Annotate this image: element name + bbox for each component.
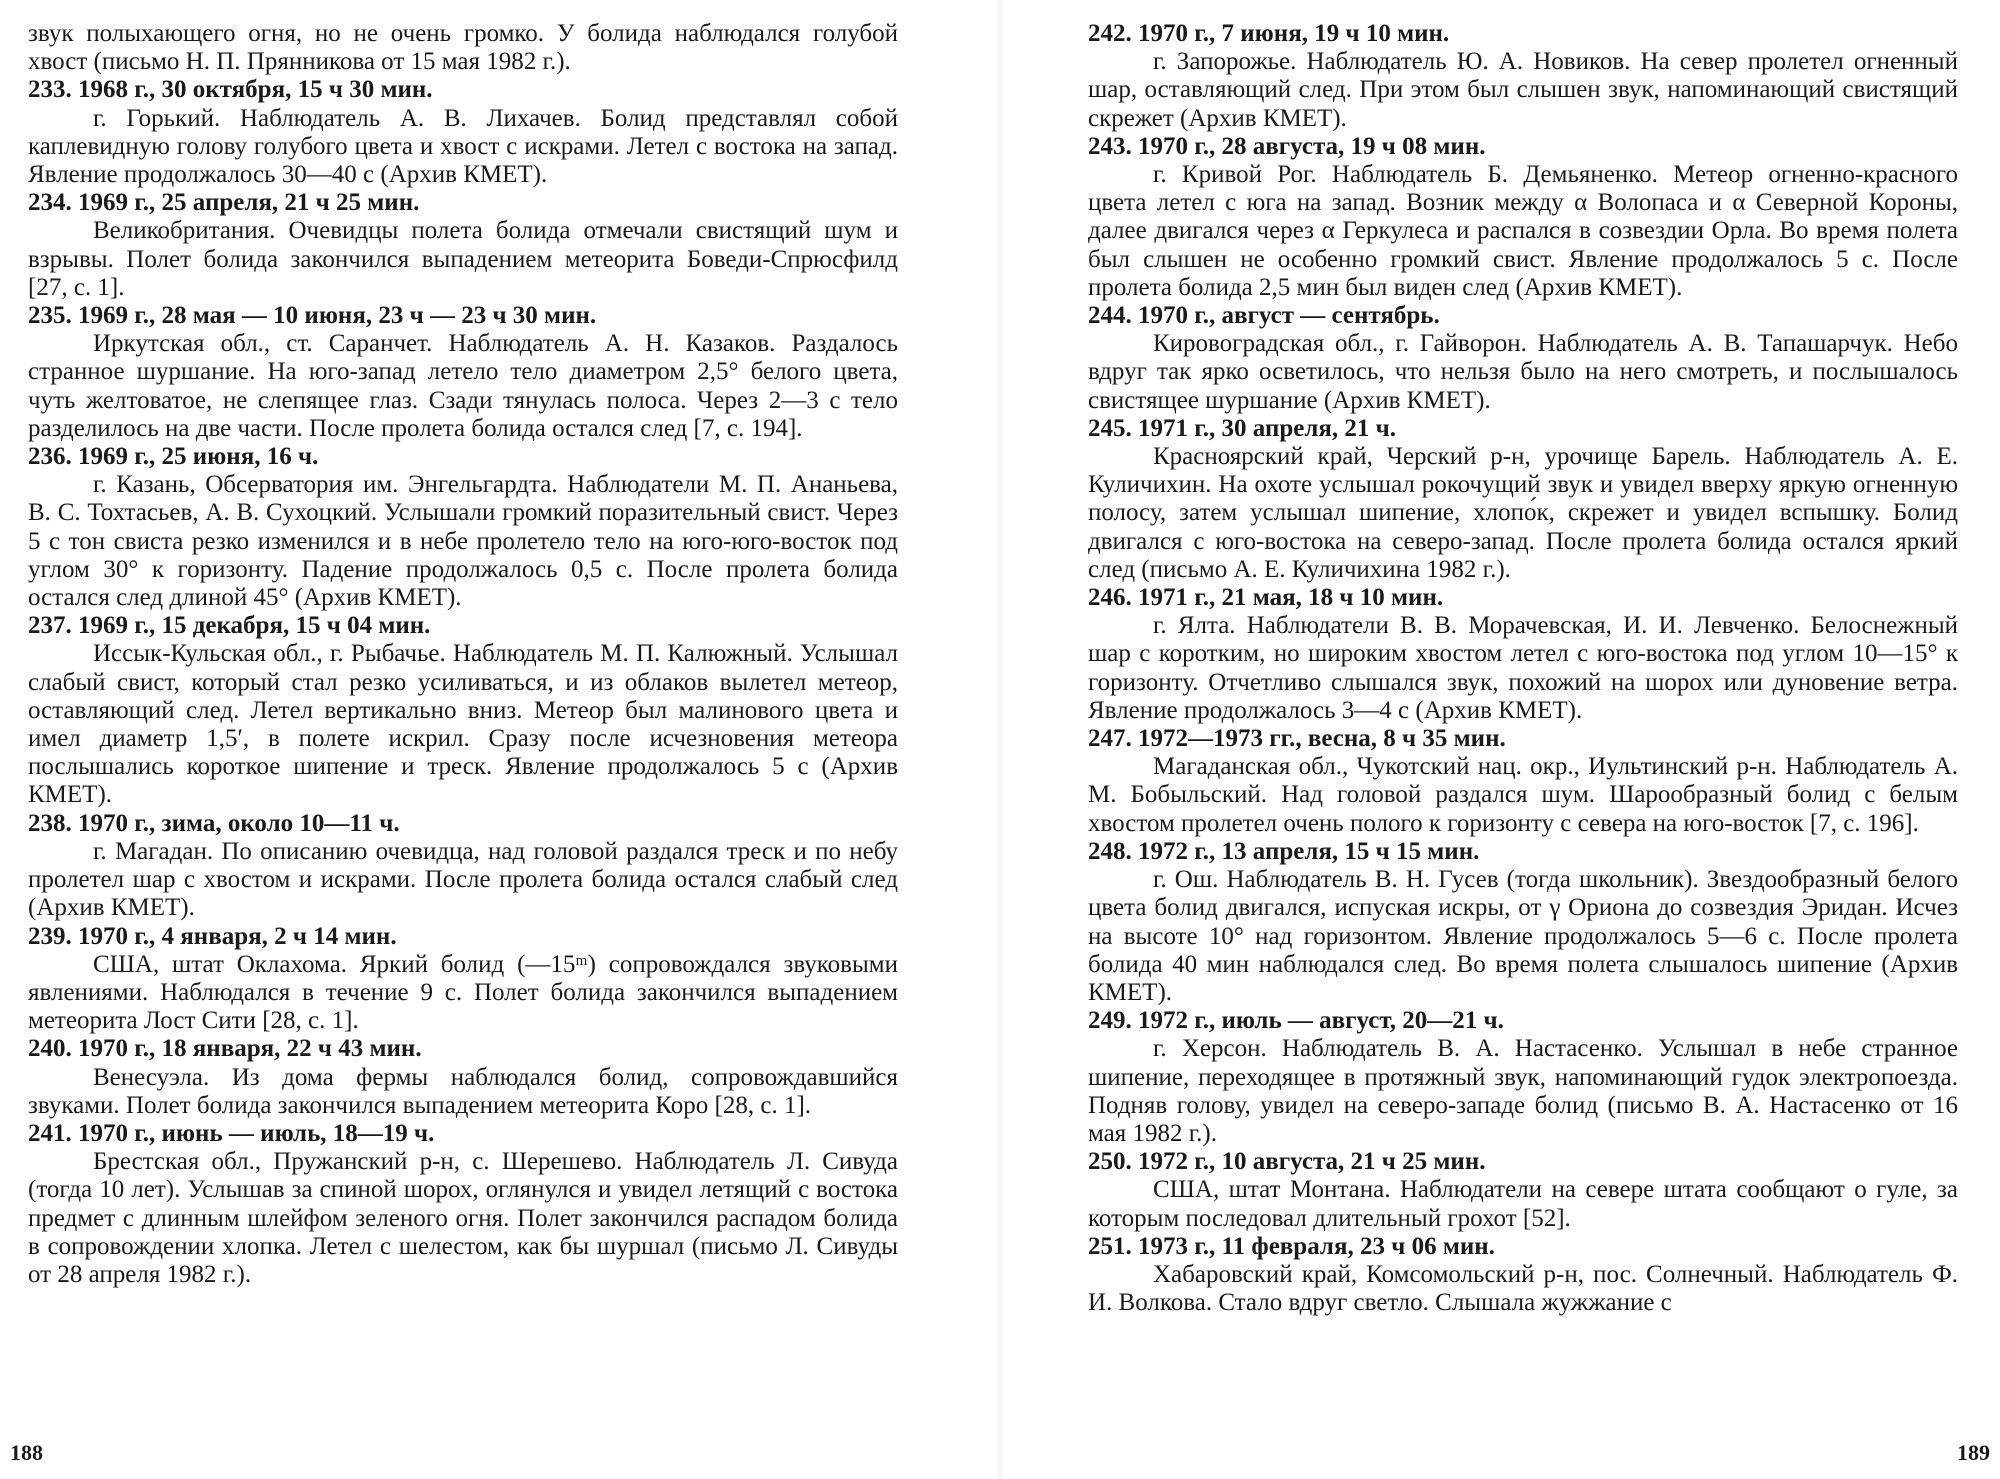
entry-text: г. Запорожье. Наблюдатель Ю. А. Новиков. На север пролетел огненный шар, оставляющий след. При этом был слышен звук, напоминающий свистящий скрежет (Архив КМЕТ). [1088,48,1958,132]
entry-237 [28,612,898,809]
entry-245 [1088,415,1958,584]
entry-249 [1088,1007,1958,1148]
entry-heading: 241. 1970 г., июнь — июль, 18—19 ч. [28,1119,435,1147]
entry-heading: 240. 1970 г., 18 января, 22 ч 43 мин. [28,1035,422,1063]
entry-text: Кировоградская обл., г. Гайворон. Наблюдатель А. В. Тапашарчук. Небо вдруг так ярко осветилось, что нельзя было на него смотреть, и послышалось свистящее шуршание (Архив КМЕТ). [1088,330,1958,414]
entry-235 [28,302,898,443]
entry-text: г. Ялта. Наблюдатели В. В. Морачевская, И. И. Левченко. Белоснежный шар с коротким, но широким хвостом летел с юго-востока под углом 10—15° к горизонту. Отчетливо слышался звук, похожий на шорох или дуновение ветра. Явление продолжалось 3—4 с (Архив КМЕТ). [1088,612,1958,724]
entry-text: Великобритания. Очевидцы полета болида отмечали свистящий шум и взрывы. Полет болида закончился выпадением метеорита Боведи-Спрюсфилд [27, с. 1]. [28,217,898,301]
entry-240 [28,1035,898,1120]
entry-243 [1088,133,1958,302]
entry-241 [28,1120,898,1289]
entry-text: г. Кривой Рог. Наблюдатель Б. Демьяненко. Метеор огненно-красного цвета летел с юга на запад. Возник между α Волопаса и α Северной Короны, далее двигался через α Геркулеса и распался в созвездии Орла. Во время полета был слышен не особенно громкий свист. Явление продолжалось 5 с. После пролета болида 2,5 мин был виден след (Архив КМЕТ). [1088,161,1958,301]
entry-text: Магаданская обл., Чукотский нац. окр., Иультинский р-н. Наблюдатель А. М. Бобыльский. Над головой раздался шум. Шарообразный болид с белым хвостом пролетел очень полого к горизонту с севера на юго-восток [7, с. 196]. [1088,753,1958,837]
entry-250 [1088,1148,1958,1233]
entry-heading: 247. 1972—1973 гг., весна, 8 ч 35 мин. [1088,725,1506,753]
entry-heading: 243. 1970 г., 28 августа, 19 ч 08 мин. [1088,132,1486,160]
entry-238 [28,810,898,923]
entry-heading: 235. 1969 г., 28 мая — 10 июня, 23 ч — 23 ч 30 мин. [28,302,597,330]
entry-text: Брестская обл., Пружанский р-н, с. Шерешево. Наблюдатель Л. Сивуда (тогда 10 лет). Услышав за спиной шорох, оглянулся и увидел летящий с востока предмет с длинным шлейфом зеленого огня. Полет закончился распадом болида в сопровождении хлопка. Летел с шелестом, как бы шуршал (письмо Л. Сивуды от 28 апреля 1982 г.). [28,1148,898,1288]
entry-text: Иркутская обл., ст. Саранчет. Наблюдатель А. Н. Казаков. Раздалось странное шуршание. На юго-запад летело тело диаметром 2,5° белого цвета, чуть желтоватое, не слепящее глаз. Сзади тянулась полоса. Через 2—3 с тело разделилось на две части. После пролета болида остался след [7, с. 194]. [28,330,898,442]
right-page [1000,0,2000,1479]
right-page-text [1088,20,1958,1317]
entry-heading: 242. 1970 г., 7 июня, 19 ч 10 мин. [1088,20,1450,47]
entry-heading: 248. 1972 г., 13 апреля, 15 ч 15 мин. [1088,837,1480,865]
entry-heading: 244. 1970 г., август — сентябрь. [1088,302,1440,330]
entry-246 [1088,584,1958,725]
entry-244 [1088,302,1958,415]
entry-text: г. Магадан. По описанию очевидца, над головой раздался треск и по небу пролетел шар с хвостом и искрами. После пролета болида остался слабый след (Архив КМЕТ). [28,837,898,922]
entry-text: Иссык-Кульская обл., г. Рыбачье. Наблюдатель М. П. Калюжный. Услышал слабый свист, который стал резко усиливаться, и из облаков вылетел метеор, оставляющий след. Летел вертикально вниз. Метеор был малинового цвета и имел диаметр 1,5′, в полете искрил. Сразу после исчезновения метеора послышались короткое шипение и треск. Явление продолжалось 5 с (Архив КМЕТ). [28,640,898,809]
entry-heading: 251. 1973 г., 11 февраля, 23 ч 06 мин. [1088,1232,1495,1260]
entry-heading: 233. 1968 г., 30 октября, 15 ч 30 мин. [28,76,433,104]
continued-text: звук полыхающего огня, но не очень громко. У болида наблюдался голубой хвост (письмо Н. П. Прянникова от 15 мая 1982 г.). [28,20,898,76]
entry-text: г. Горький. Наблюдатель А. В. Лихачев. Болид представлял собой каплевидную голову голубого цвета и хвост с искрами. Летел с востока на запад. Явление продолжалось 30—40 с (Архив КМЕТ). [28,104,898,189]
entry-text: г. Херсон. Наблюдатель В. А. Настасенко. Услышал в небе странное шипение, переходящее в протяжный звук, напоминающий гудок электропоезда. Подняв голову, увидел на северо-западе болид (письмо В. А. Настасенко от 16 мая 1982 г.). [1088,1035,1958,1147]
entry-text: г. Казань, Обсерватория им. Энгельгардта. Наблюдатели М. П. Ананьева, В. С. Тохтасьев, А. В. Сухоцкий. Услышали громкий поразительный свист. Через 5 с тон свиста резко изменился и в небе пролетело тело на юго-юго-восток под углом 30° к горизонту. Падение продолжалось 0,5 с. После пролета болида остался след длиной 45° (Архив КМЕТ). [28,471,898,612]
entry-heading: 245. 1971 г., 30 апреля, 21 ч. [1088,414,1397,442]
entry-251 [1088,1233,1958,1318]
entry-text: Хабаровский край, Комсомольский р-н, пос. Солнечный. Наблюдатель Ф. И. Волкова. Стало вдруг светло. Слышала жужжание с [1088,1260,1958,1317]
entry-247 [1088,725,1958,838]
entry-heading: 249. 1972 г., июль — август, 20—21 ч. [1088,1007,1504,1035]
entry-heading: 250. 1972 г., 10 августа, 21 ч 25 мин. [1088,1148,1486,1176]
entry-heading: 246. 1971 г., 21 мая, 18 ч 10 мин. [1088,584,1444,612]
entry-text: США, штат Оклахома. Яркий болид (—15ᵐ) сопровождался звуковыми явлениями. Наблюдался в течение 9 с. Полет болида закончился выпадением метеорита Лост Сити [28, с. 1]. [28,950,898,1035]
entry-239 [28,923,898,1036]
left-page-text [28,20,898,1289]
entry-heading: 238. 1970 г., зима, около 10—11 ч. [28,809,400,837]
entry-text: Красноярский край, Черский р-н, урочище Барель. Наблюдатель А. Е. Куличихин. На охоте услышал рокочущий звук и увидел вверху яркую огненную полосу, затем услышал шипение, хлопо́к, скрежет и увидел вспышку. Болид двигался с юго-востока на северо-запад. После пролета болида остался яркий след (письмо А. Е. Куличихина 1982 г.). [1088,443,1958,583]
entry-heading: 239. 1970 г., 4 января, 2 ч 14 мин. [28,922,397,950]
entry-236 [28,443,898,612]
entry-text: США, штат Монтана. Наблюдатели на севере штата сообщают о гуле, за которым последовал длительный грохот [52]. [1088,1176,1958,1232]
entry-heading: 236. 1969 г., 25 июня, 16 ч. [28,443,319,471]
entry-heading: 237. 1969 г., 15 декабря, 15 ч 04 мин. [28,612,431,640]
page-number-right: 189 [1957,1440,1990,1465]
entry-text: г. Ош. Наблюдатель В. Н. Гусев (тогда школьник). Звездообразный белого цвета болид двигался, испуская искры, от γ Ориона до созвездия Эридан. Исчез на высоте 10° над горизонтом. Явление продолжалось 5—6 с. После пролета болида 40 мин наблюдался след. Во время полета слышалось шипение (Архив КМЕТ). [1088,866,1958,1006]
page-number-left: 188 [10,1440,43,1465]
entry-heading: 234. 1969 г., 25 апреля, 21 ч 25 мин. [28,189,420,217]
entry-text: Венесуэла. Из дома фермы наблюдался болид, сопровождавшийся звуками. Полет болида закончился выпадением метеорита Коро [28, с. 1]. [28,1063,898,1119]
entry-242 [1088,20,1958,133]
entry-233 [28,76,898,189]
entry-248 [1088,838,1958,1007]
entry-234 [28,189,898,302]
